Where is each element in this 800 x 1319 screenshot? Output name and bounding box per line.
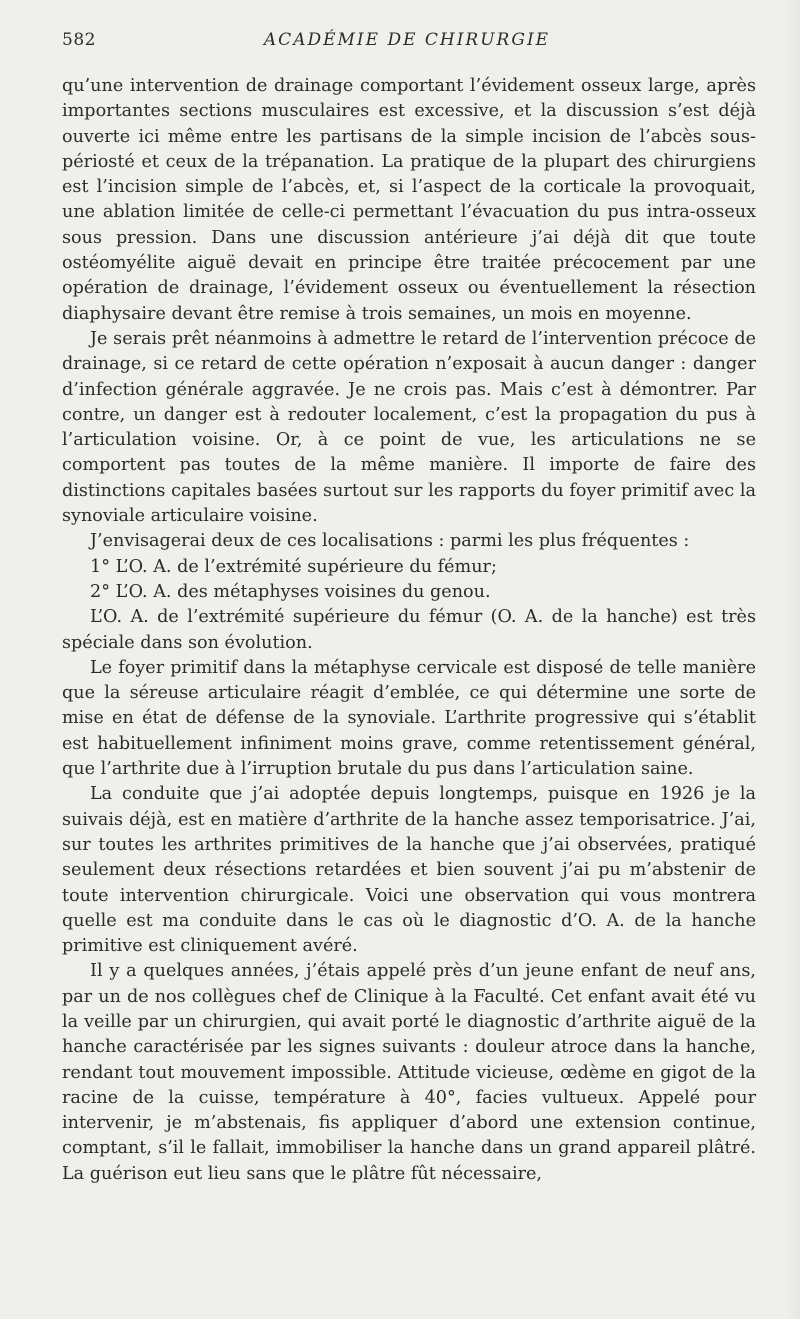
paragraph: La conduite que j’ai adoptée depuis longtemps, puisque en 1926 je la suivais déjà, est en matière d’arthrite de la hanche assez temporisatrice. J’ai, sur toutes les arthrites primitives de la hanche que j’ai observées, pratiqué seulement deux résections retardées et bien souvent j’ai pu m’abstenir de toute intervention chirurgicale. Voici une observation qui vous montrera quelle est ma conduite dans le cas où le diagnostic d’O. A. de la hanche primitive est cliniquement avéré. bbox=[62, 784, 756, 957]
running-title: ACADÉMIE DE CHIRURGIE bbox=[263, 30, 551, 50]
page-number: 582 bbox=[62, 30, 96, 50]
page-edge-shadow bbox=[786, 0, 800, 1319]
body-text bbox=[62, 74, 756, 1187]
page-header bbox=[62, 30, 752, 56]
paragraph: J’envisagerai deux de ces localisations : parmi les plus fréquentes : bbox=[90, 531, 690, 552]
paragraph: Il y a quelques années, j’étais appelé près d’un jeune enfant de neuf ans, par un de nos collègues chef de Clinique à la Faculté. Cet enfant avait été vu la veille par un chirurgien, qui avait porté le diagnostic d’arthrite aiguë de la hanche caractérisée par les signes suivants : douleur atroce dans la hanche, rendant tout mouvement impossible. Attitude vicieuse, œdème en gigot de la racine de la cuisse, température à 40°, facies vultueux. Appelé pour intervenir, je m’abstenais, fis appliquer d’abord une extension continue, comptant, s’il le fallait, immobiliser la hanche dans un grand appareil plâtré. La guérison eut lieu sans que le plâtre fût nécessaire, bbox=[62, 961, 756, 1184]
paragraph: Je serais prêt néanmoins à admettre le retard de l’intervention précoce de drainage, si ce retard de cette opération n’exposait à aucun danger : danger d’infection générale aggravée. Je ne crois pas. Mais c’est à démontrer. Par contre, un danger est à redouter localement, c’est la propagation du pus à l’articulation voisine. Or, à ce point de vue, les articulations ne se comportent pas toutes de la même manière. Il importe de faire des distinctions capitales basées surtout sur les rapports du foyer primitif avec la synoviale articulaire voisine. bbox=[62, 328, 756, 527]
paragraph-continuation: qu’une intervention de drainage comportant l’évidement osseux large, après importantes sections musculaires est excessive, et la discussion s’est déjà ouverte ici même entre les partisans de la simple incision de l’abcès sous-périosté et ceux de la trépanation. La pratique de la plupart des chirurgiens est l’incision simple de l’abcès, et, si l’aspect de la corticale la provoquait, une ablation limitée de celle-ci permettant l’évacuation du pus intra-osseux sous pression. Dans une discussion antérieure j’ai déjà dit que toute ostéomyélite aiguë devait en principe être traitée précocement par une opération de drainage, l’évidement osseux ou éventuellement la résection diaphysaire devant être remise à trois semaines, un mois en moyenne. bbox=[62, 76, 756, 324]
paragraph: L’O. A. de l’extrémité supérieure du fémur (O. A. de la hanche) est très spéciale dans son évolution. bbox=[62, 607, 756, 653]
list-item: 2° L’O. A. des métaphyses voisines du genou. bbox=[90, 581, 491, 602]
list-item: 1° L’O. A. de l’extrémité supérieure du fémur; bbox=[90, 556, 497, 577]
paragraph: Le foyer primitif dans la métaphyse cervicale est disposé de telle manière que la séreuse articulaire réagit d’emblée, ce qui détermine une sorte de mise en état de défense de la synoviale. L’arthrite progressive qui s’établit est habituellement infiniment moins grave, comme retentissement général, que l’arthrite due à l’irruption brutale du pus dans l’articulation saine. bbox=[62, 657, 756, 780]
